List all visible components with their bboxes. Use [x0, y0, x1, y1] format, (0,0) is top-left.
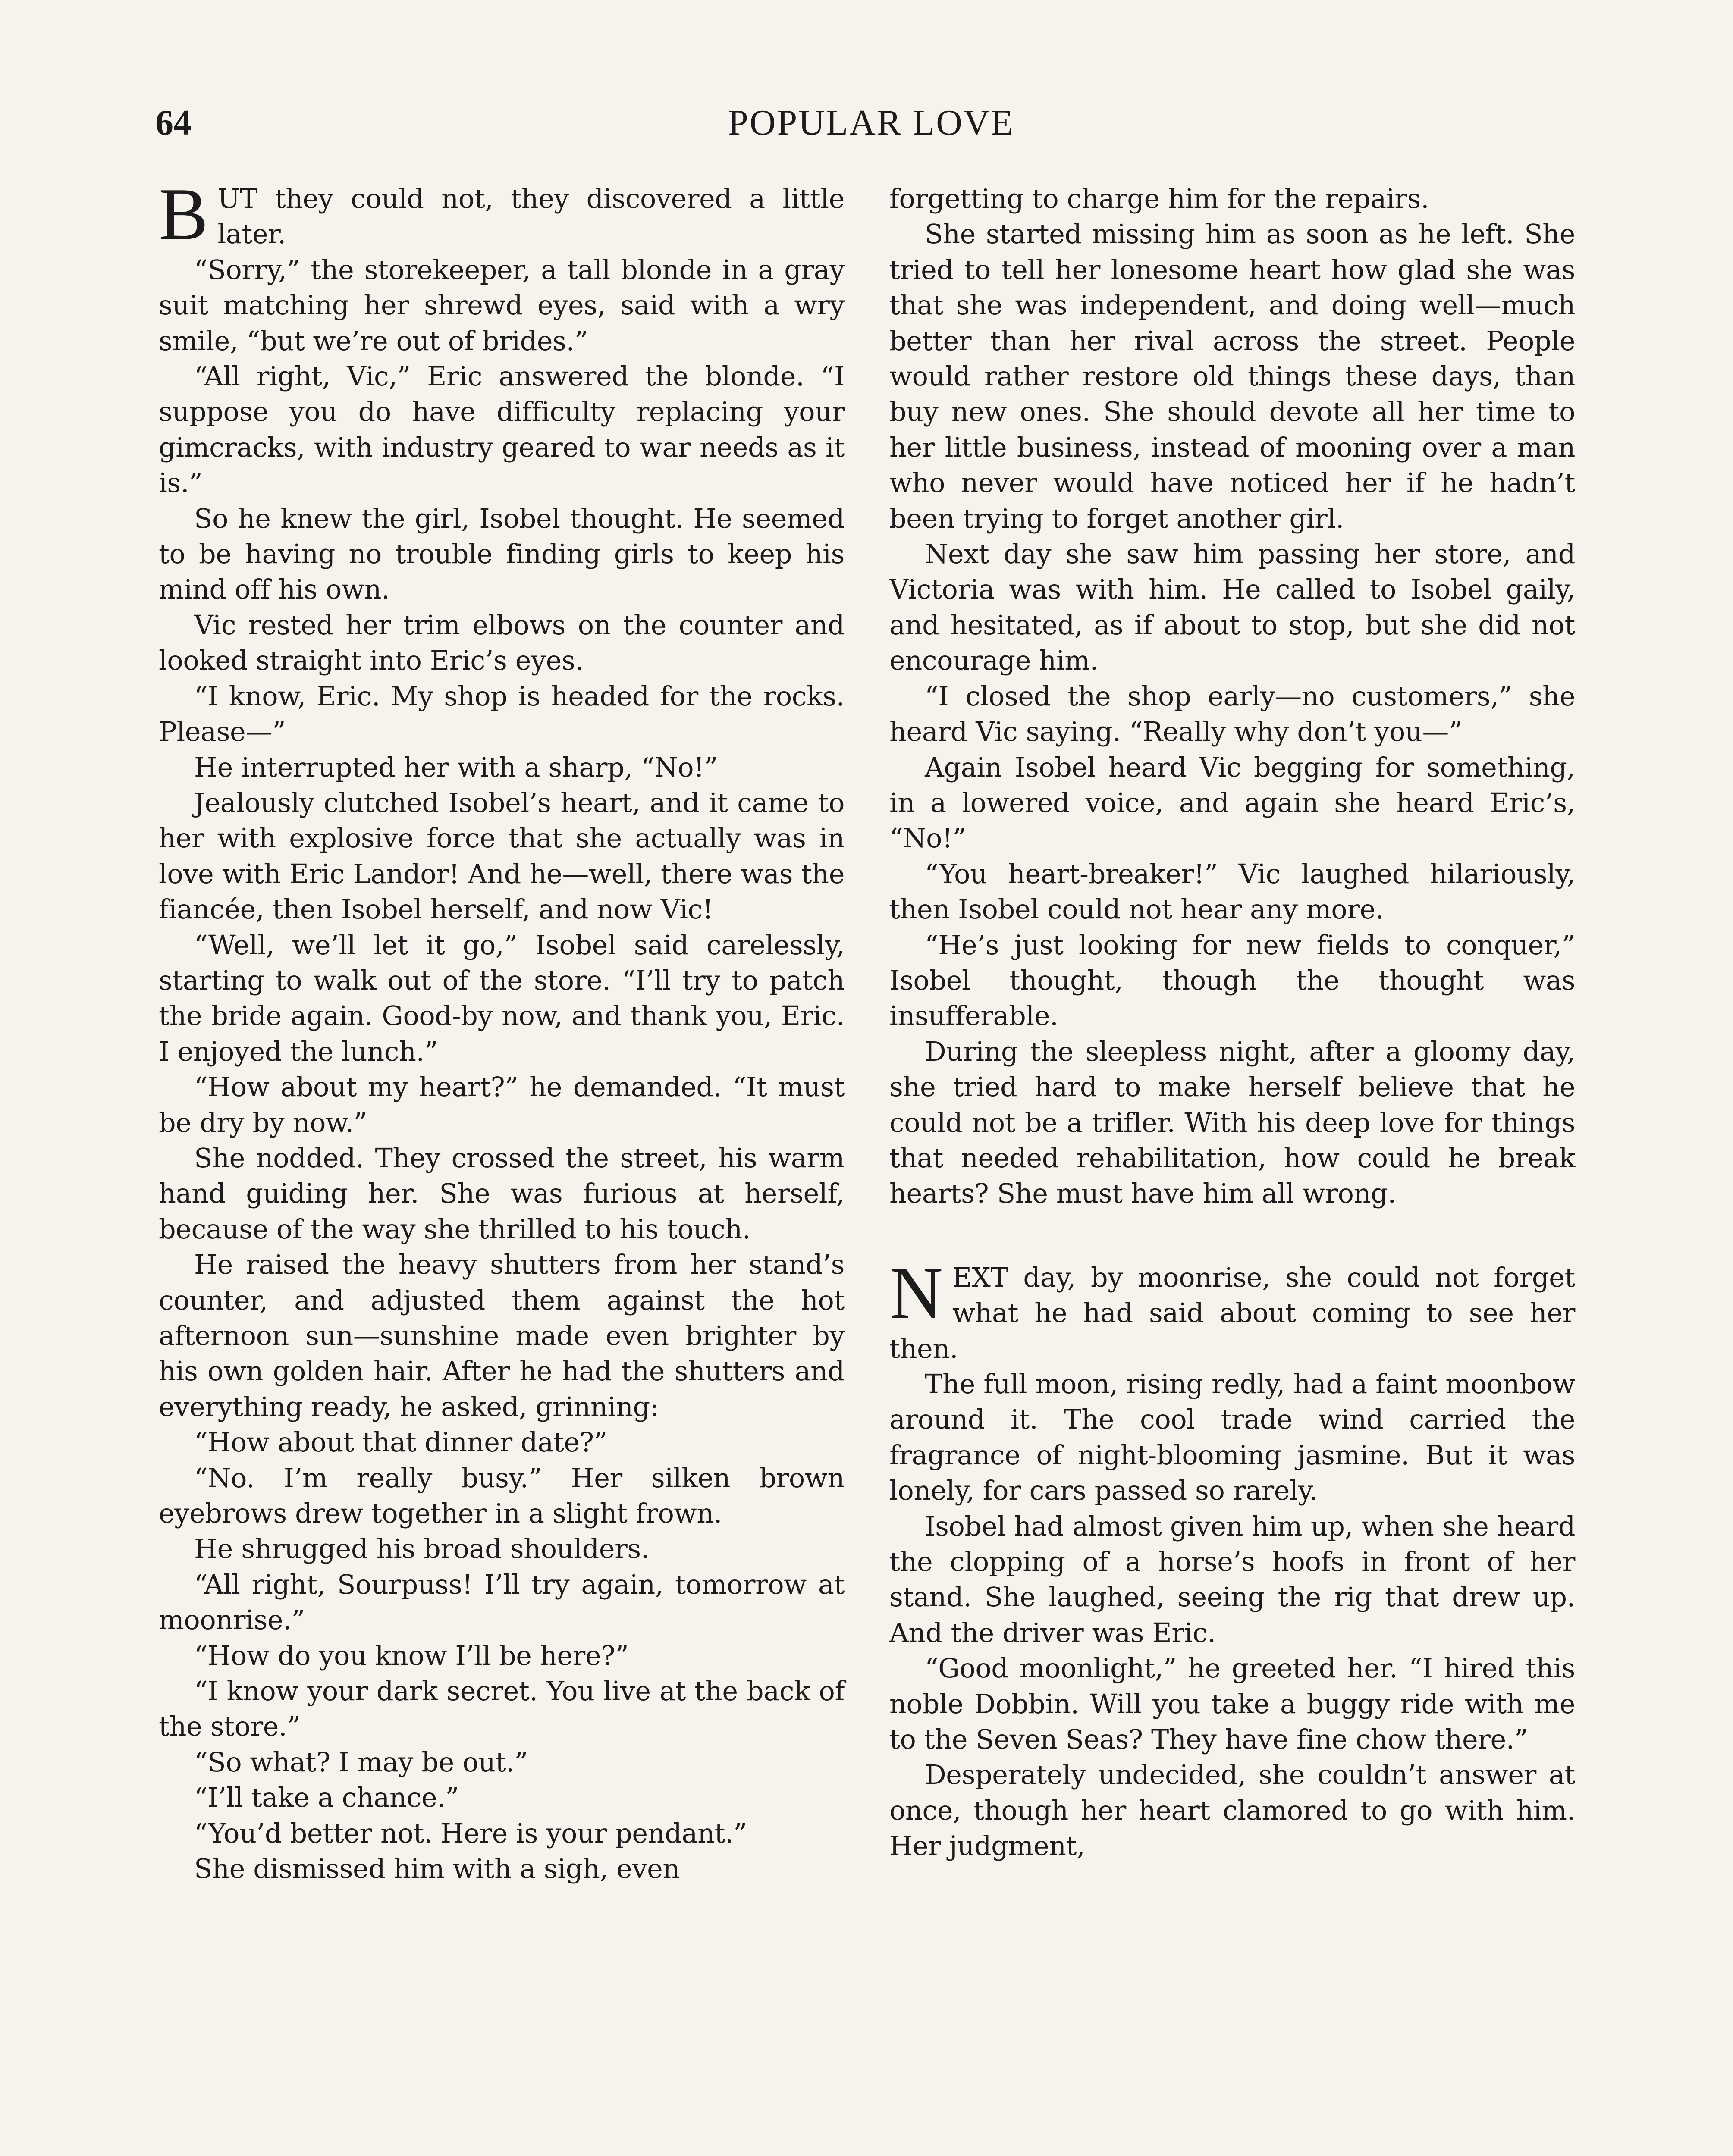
paragraph: During the sleepless night, after a gloomy day, she tried hard to make herself believe that he could not be a trifler. With his deep love for things that needed rehabilitation, how could he break hearts? She must have him all wrong. [889, 1035, 1575, 1210]
paragraph: Next day she saw him passing her store, and Victoria was with him. He called to Isobel gaily, and hesitated, as if about to stop, but she did not encourage him. [889, 538, 1575, 677]
paragraph: He shrugged his broad shoulders. [194, 1533, 650, 1565]
paragraph: He raised the heavy shutters from her stand’s counter, and adjusted them against the hot afternoon sun—sunshine made even brighter by his own golden hair. After he had the shutters and everything ready, he asked, grinning: [159, 1249, 845, 1423]
paragraph: Jealously clutched Isobel’s heart, and it came to her with explosive force that she actually was in love with Eric Landor! And he—well, there was the fiancée, then Isobel herself, and now Vic! [159, 787, 845, 925]
right-column [889, 181, 1575, 1864]
opening-paragraph [159, 173, 845, 255]
paragraph: “How about that dinner date?” [194, 1426, 607, 1458]
running-title: POPULAR LOVE [728, 103, 1014, 143]
paragraph: “Well, we’ll let it go,” Isobel said carelessly, starting to walk out of the store. “I’ll try to patch the bride again. Good-by now, and thank you, Eric. I enjoyed the lunch.” [159, 929, 845, 1067]
page-number: 64 [155, 103, 192, 143]
paragraph: She nodded. They crossed the street, his warm hand guiding her. She was furious at herself, because of the way she thrilled to his touch. [159, 1142, 845, 1245]
paragraph: “How do you know I’ll be here?” [194, 1639, 629, 1671]
paragraph: “I know, Eric. My shop is headed for the rocks. Please—” [159, 680, 845, 748]
paragraph: “So what? I may be out.” [194, 1746, 528, 1778]
paragraph: Isobel had almost given him up, when she heard the clopping of a horse’s hoofs in front of her stand. She laughed, seeing the rig that drew up. And the driver was Eric. [889, 1510, 1575, 1648]
paragraph: “I’ll take a chance.” [194, 1782, 459, 1814]
paragraph: Again Isobel heard Vic begging for something, in a lowered voice, and again she heard Eric’s, “No!” [889, 751, 1575, 854]
paragraph: “No. I’m really busy.” Her silken brown eyebrows drew together in a slight frown. [159, 1462, 845, 1529]
drop-cap: B [159, 173, 208, 255]
paragraph: “All right, Vic,” Eric answered the blonde. “I suppose you do have difficulty replacing your gimcracks, with industry geared to war needs as it is.” [159, 360, 845, 499]
paragraph: “Sorry,” the storekeeper, a tall blonde in a gray suit matching her shrewd eyes, said with a wry smile, “but we’re out of brides.” [159, 254, 845, 357]
paragraph-text: UT they could not, they discovered a little later. [217, 183, 845, 250]
paragraph-text: EXT day, by moonrise, she could not forget what he had said about coming to see her then. [889, 1261, 1575, 1364]
paragraph: “You’d better not. Here is your pendant.” [194, 1817, 747, 1849]
paragraph: “I know your dark secret. You live at the back of the store.” [159, 1675, 845, 1742]
page-header [155, 99, 1587, 147]
drop-cap: N [889, 1252, 943, 1334]
paragraph: The full moon, rising redly, had a faint moonbow around it. The cool trade wind carried the fragrance of night-blooming jasmine. But it was lonely, for cars passed so rarely. [889, 1368, 1575, 1507]
paragraph: She dismissed him with a sigh, even [194, 1853, 680, 1885]
paragraph: “How about my heart?” he demanded. “It must be dry by now.” [159, 1071, 845, 1138]
paragraph: He interrupted her with a sharp, “No!” [194, 751, 718, 783]
section-opening-paragraph [889, 1252, 1575, 1366]
paragraph: “You heart-breaker!” Vic laughed hilariously, then Isobel could not hear any more. [889, 858, 1575, 925]
paragraph: “I closed the shop early—no customers,” she heard Vic saying. “Really why don’t you—” [889, 680, 1575, 748]
paragraph: Vic rested her trim elbows on the counter and looked straight into Eric’s eyes. [159, 609, 845, 677]
continued-paragraph: forgetting to charge him for the repairs. [889, 183, 1429, 214]
paragraph: “He’s just looking for new fields to conquer,” Isobel thought, though the thought was insufferable. [889, 929, 1575, 1032]
paragraph: Desperately undecided, she couldn’t answer at once, though her heart clamored to go with him. Her judgment, [889, 1759, 1575, 1862]
section-break [889, 1212, 1575, 1260]
paragraph: “All right, Sourpuss! I’ll try again, tomorrow at moonrise.” [159, 1568, 845, 1636]
paragraph: So he knew the girl, Isobel thought. He seemed to be having no trouble finding girls to keep his mind off his own. [159, 502, 845, 605]
paragraph: She started missing him as soon as he left. She tried to tell her lonesome heart how glad she was that she was independent, and doing well—much better than her rival across the street. People would rather restore old things these days, than buy new ones. She should devote all her time to her little business, instead of mooning over a man who never would have noticed her if he hadn’t been trying to forget another girl. [889, 218, 1575, 534]
left-column [159, 173, 845, 1887]
paragraph: “Good moonlight,” he greeted her. “I hired this noble Dobbin. Will you take a buggy ride with me to the Seven Seas? They have fine chow there.” [889, 1652, 1575, 1755]
